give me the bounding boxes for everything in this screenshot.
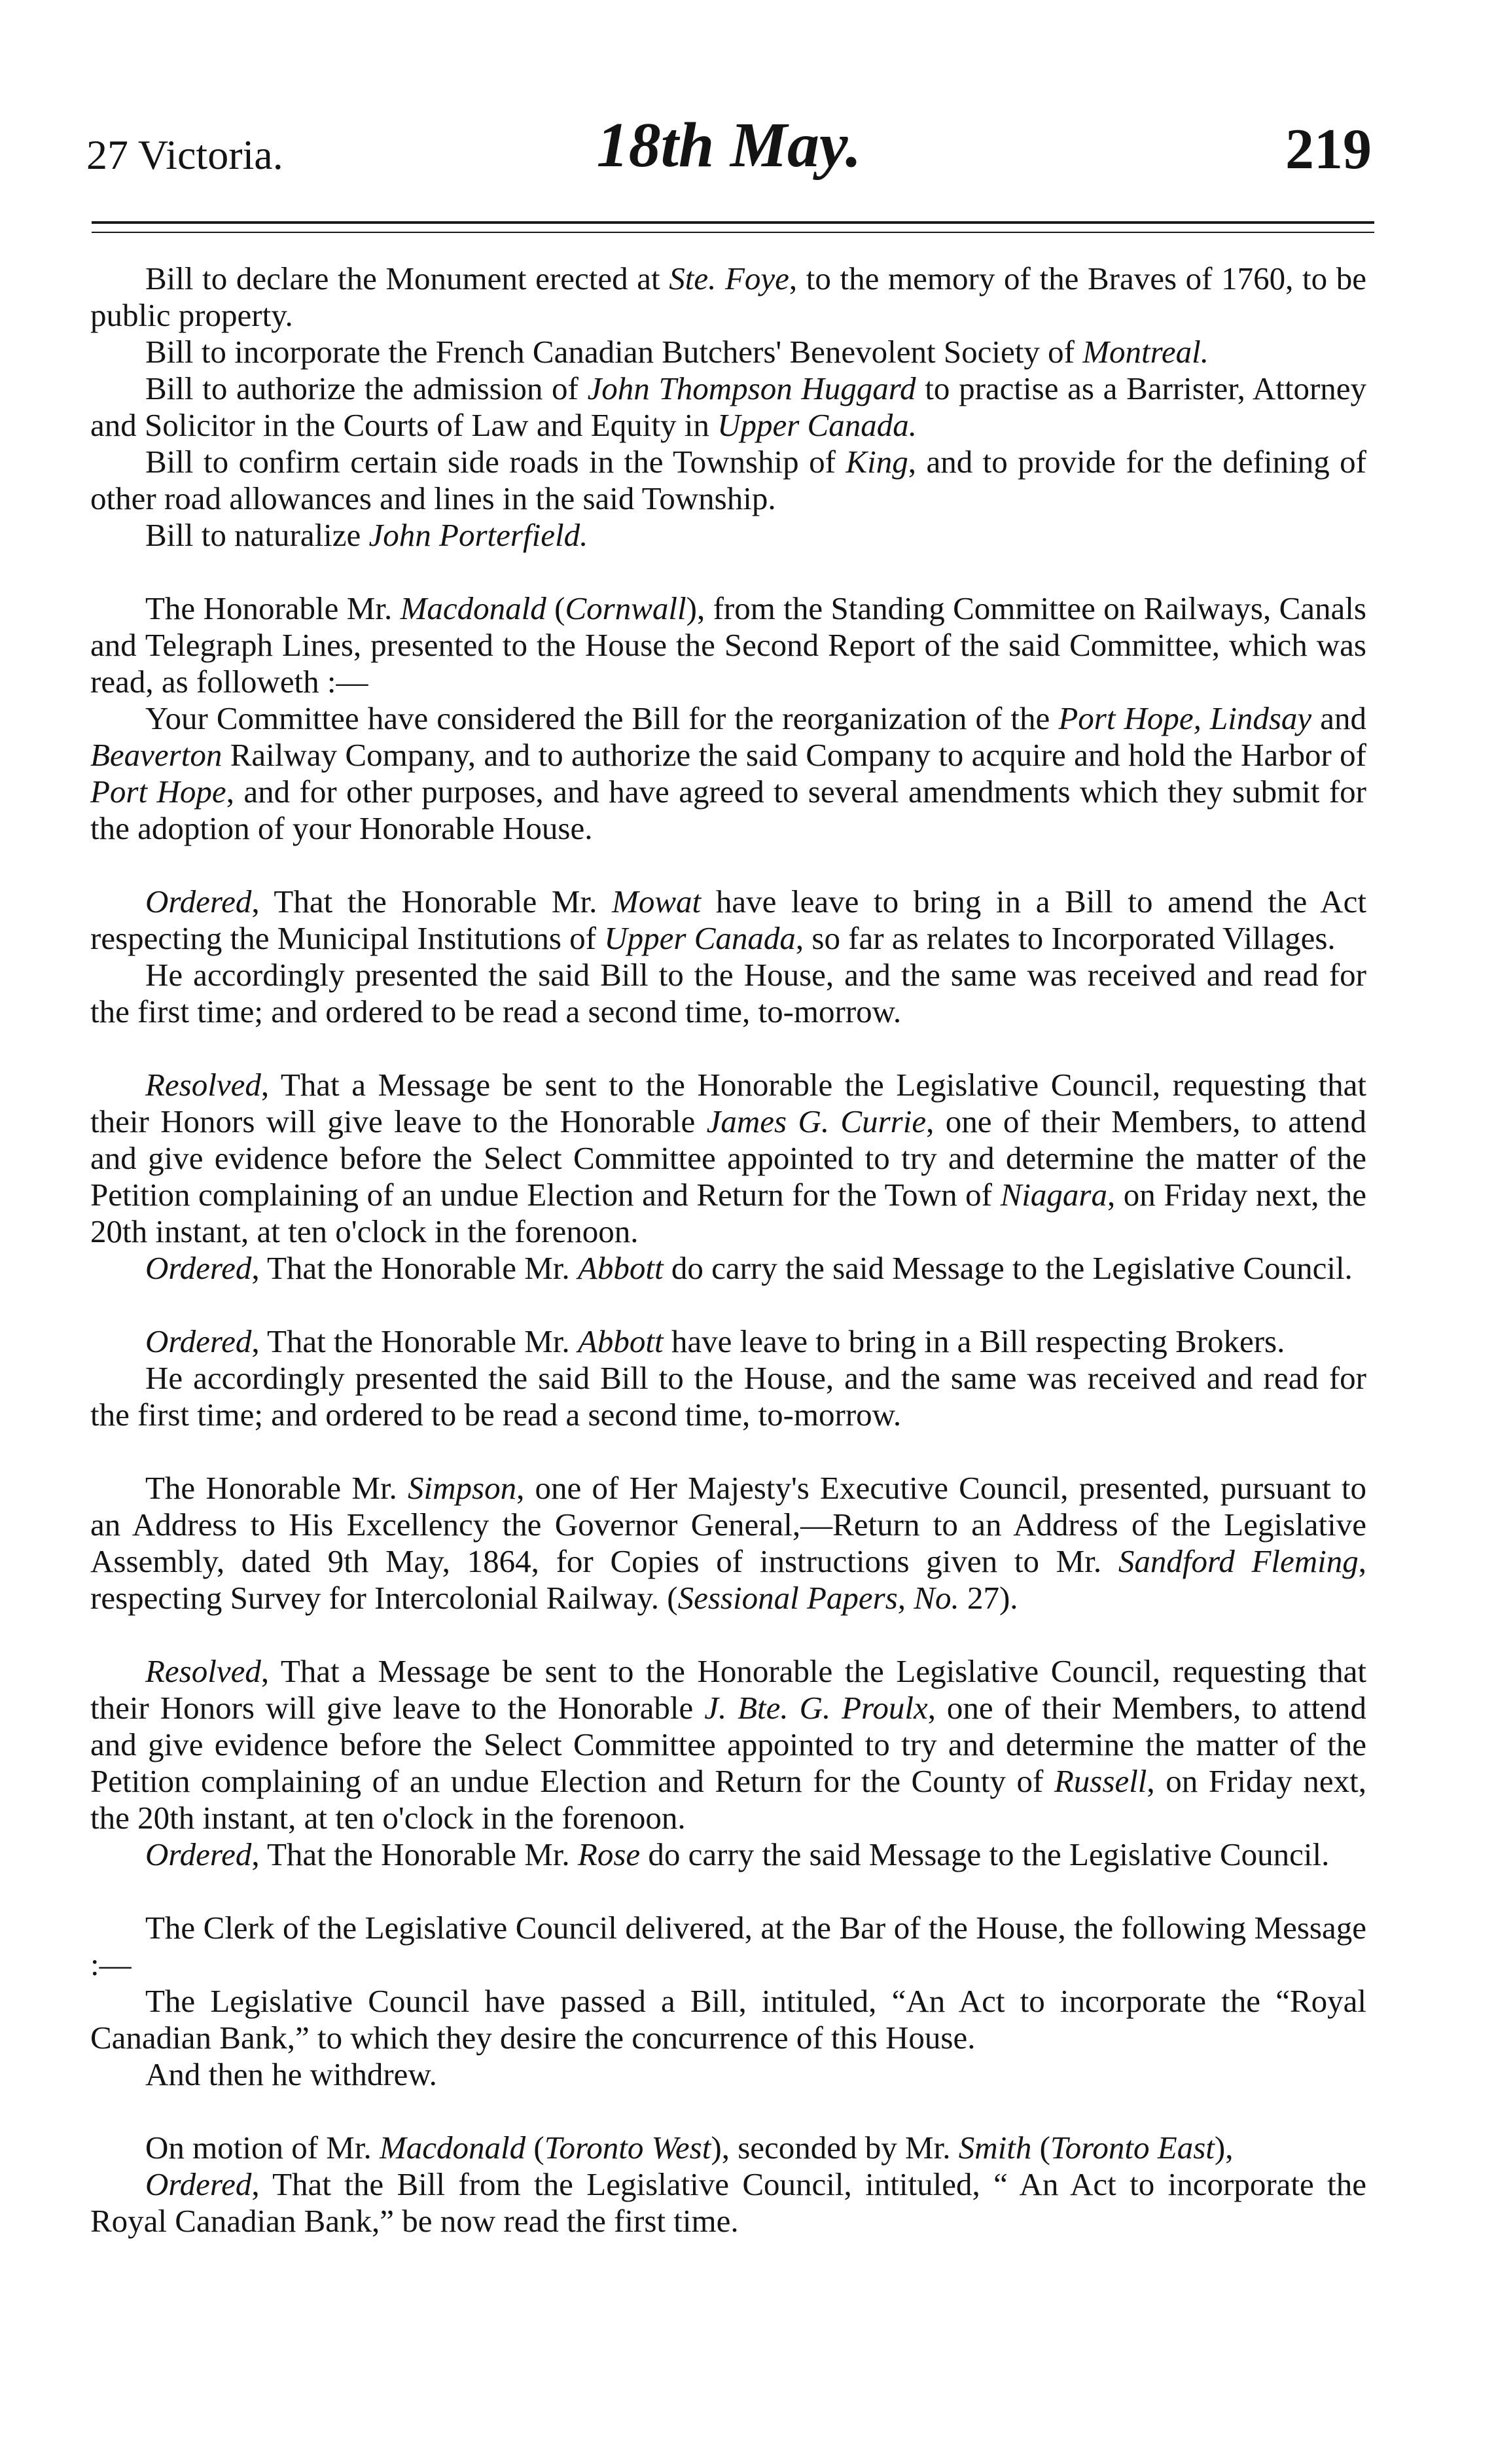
proulx-message-entry — [90, 1653, 1366, 1873]
italic-run: Montreal. — [1082, 334, 1209, 370]
header-rule-thick — [92, 221, 1374, 224]
first-reading-paragraph: On motion of Mr. Macdonald (Toronto West), seconded by Mr. Smith (Toronto East), — [145, 2130, 1234, 2166]
italic-run: Simpson — [408, 1470, 517, 1506]
italic-run: Beaverton — [90, 737, 223, 773]
brokers-bill-paragraph: He accordingly presented the said Bill to the House, and the same was received and read for the first time; and ordered to be read a second time, to-morrow. — [90, 1360, 1366, 1433]
bills-paragraph: Bill to declare the Monument erected at Ste. Foye, to the memory of the Braves of 1760, to be public property. — [90, 260, 1366, 333]
italic-run: Ordered — [145, 884, 252, 920]
council-message-paragraph: The Clerk of the Legislative Council delivered, at the Bar of the House, the following Message :— — [90, 1910, 1366, 1982]
italic-run: King — [846, 444, 908, 480]
italic-run: Russell — [1054, 1763, 1147, 1799]
italic-run: Ordered — [145, 1836, 252, 1872]
italic-run: Ste. Foye — [669, 260, 789, 296]
italic-run: Toronto West — [544, 2130, 711, 2166]
bills-paragraph: Bill to incorporate the French Canadian Butchers' Benevolent Society of Montreal. — [145, 334, 1209, 370]
italic-run: Smith — [958, 2130, 1032, 2166]
italic-run: Rose — [577, 1836, 641, 1872]
first-reading-paragraph: Ordered, That the Bill from the Legislative Council, intituled, “ An Act to incorporate the Royal Canadian Bank,” be now read the first time. — [90, 2166, 1366, 2239]
header-rule-thin — [92, 232, 1374, 233]
mowat-bill-paragraph: He accordingly presented the said Bill to the House, and the same was received and read for the first time; and ordered to be read a second time, to-morrow. — [90, 957, 1366, 1029]
currie-message-paragraph: Ordered, That the Honorable Mr. Abbott do carry the said Message to the Legislative Council. — [145, 1250, 1353, 1286]
council-message-paragraph: And then he withdrew. — [145, 2056, 437, 2092]
italic-run: Sessional Papers, No. — [677, 1580, 959, 1616]
italic-run: Macdonald — [400, 590, 546, 626]
italic-run: Upper Canada. — [717, 407, 917, 443]
brokers-bill-entry — [90, 1323, 1366, 1433]
italic-run: Upper Canada — [604, 920, 796, 956]
bills-paragraph: Bill to confirm certain side roads in the Township of King, and to provide for the defining of other road allowances and lines in the said Township. — [90, 444, 1366, 516]
italic-run: Abbott — [577, 1250, 664, 1286]
italic-run: Abbott — [577, 1323, 664, 1359]
italic-run: Niagara — [1000, 1177, 1107, 1213]
italic-run: Sandford Fleming — [1118, 1543, 1359, 1579]
running-head — [86, 103, 1372, 202]
mowat-bill-paragraph: Ordered, That the Honorable Mr. Mowat have leave to bring in a Bill to amend the Act respecting the Municipal Institutions of Upper Canada, so far as relates to Incorporated Villages. — [90, 884, 1366, 956]
italic-run: Ordered — [145, 1250, 252, 1286]
brokers-bill-paragraph: Ordered, That the Honorable Mr. Abbott have leave to bring in a Bill respecting Brokers. — [145, 1323, 1285, 1359]
currie-message-paragraph: Resolved, That a Message be sent to the Honorable the Legislative Council, requesting that their Honors will give leave to the Honorable James G. Currie, one of their Members, to attend and give evidence before the Select Committee appointed to try and determine the matter of the Petition complaining of an undue Election and Return for the Town of Niagara, on Friday next, the 20th instant, at ten o'clock in the forenoon. — [90, 1067, 1367, 1249]
council-message-entry — [90, 1910, 1366, 2093]
italic-run: Resolved — [145, 1653, 261, 1689]
page-date: 18th May. — [596, 110, 862, 181]
italic-run: Port Hope, Lindsay — [1058, 700, 1312, 736]
bills-paragraph: Bill to naturalize John Porterfield. — [145, 517, 588, 553]
bills-paragraph: Bill to authorize the admission of John Thompson Huggard to practise as a Barrister, Attorney and Solicitor in the Courts of Law and Equity in Upper Canada. — [90, 370, 1367, 443]
bills-list — [90, 260, 1366, 554]
sessional-paper-entry — [90, 1470, 1366, 1616]
italic-run: Mowat — [612, 884, 702, 920]
italic-run: Toronto East — [1050, 2130, 1215, 2166]
italic-run: James G. Currie — [706, 1103, 927, 1139]
regnal-year: 27 Victoria. — [86, 132, 283, 178]
journal-body — [90, 260, 1366, 2240]
return-paper-paragraph: The Honorable Mr. Simpson, one of Her Majesty's Executive Council, presented, pursuant to an Address to His Excellency the Governor General,—Return to an Address of the Legislative Assembly, dated 9th May, 1864, for Copies of instructions given to Mr. Sandford Fleming, respecting Survey for Intercolonial Railway. (Sessional Papers, No. 27). — [90, 1470, 1366, 1616]
committee-report — [90, 590, 1366, 847]
page-number: 219 — [1285, 118, 1372, 181]
first-reading-entry — [90, 2130, 1366, 2240]
currie-message-entry — [90, 1067, 1366, 1287]
proulx-message-paragraph: Resolved, That a Message be sent to the Honorable the Legislative Council, requesting that their Honors will give leave to the Honorable J. Bte. G. Proulx, one of their Members, to attend and give evidence before the Select Committee appointed to try and determine the matter of the Petition complaining of an undue Election and Return for the County of Russell, on Friday next, the 20th instant, at ten o'clock in the forenoon. — [90, 1653, 1367, 1836]
italic-run: Port Hope — [90, 774, 226, 810]
italic-run: John Thompson Huggard — [587, 370, 916, 406]
mowat-bill-entry — [90, 884, 1366, 1030]
proulx-message-paragraph: Ordered, That the Honorable Mr. Rose do carry the said Message to the Legislative Council. — [145, 1836, 1330, 1872]
italic-run: John Porterfield. — [368, 517, 588, 553]
italic-run: Macdonald — [379, 2130, 526, 2166]
council-message-paragraph: The Legislative Council have passed a Bill, intituled, “An Act to incorporate the “Royal Canadian Bank,” to which they desire the concurrence of this House. — [90, 1983, 1366, 2056]
italic-run: J. Bte. G. Proulx — [704, 1690, 928, 1726]
italic-run: Ordered — [145, 2166, 252, 2202]
italic-run: Cornwall — [565, 590, 686, 626]
report-paragraph: The Honorable Mr. Macdonald (Cornwall), from the Standing Committee on Railways, Canals and Telegraph Lines, presented to the House the Second Report of the said Committee, which was read, as followeth :— — [90, 590, 1366, 700]
italic-run: Resolved — [145, 1067, 261, 1103]
italic-run: Ordered — [145, 1323, 252, 1359]
report-paragraph: Your Committee have considered the Bill for the reorganization of the Port Hope, Lindsay and Beaverton Railway Company, and to authorize the said Company to acquire and hold the Harbor of Port Hope, and for other purposes, and have agreed to several amendments which they submit for the adoption of your Honorable House. — [90, 700, 1367, 846]
